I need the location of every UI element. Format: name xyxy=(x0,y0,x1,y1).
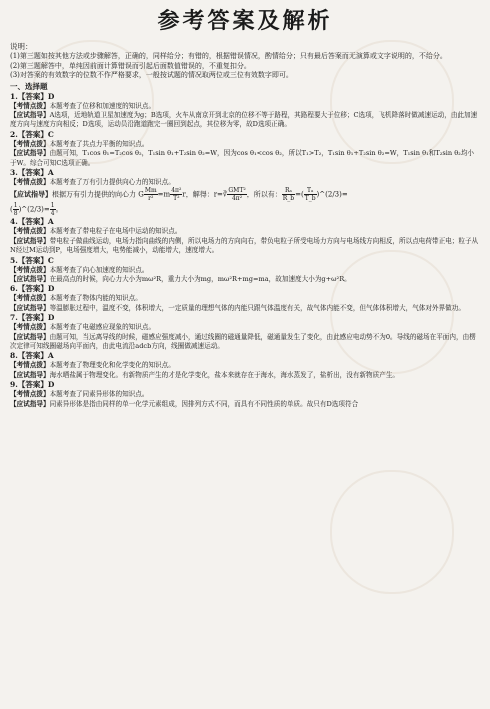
guide-text: 同素异形体是指由同样的单一化学元素组成，因排列方式不同，而具有不同性质的单质。故只有D选项符合 xyxy=(49,399,359,408)
answer-label: 【答案】 xyxy=(17,351,48,361)
guide-label: 【应试指导】 xyxy=(10,370,50,379)
point-label: 【考情点拨】 xyxy=(10,227,50,236)
answer-value: C xyxy=(47,129,54,139)
question-6 xyxy=(10,284,480,313)
fraction-numerator: 1 xyxy=(13,202,18,210)
fraction-denominator: T² xyxy=(173,195,180,203)
formula-text: ( xyxy=(10,205,13,214)
guide-text: A选项，近地轨道卫星加速度为g；B选项，火车从南京开到北京的位移不等于路程，其路程要大于位移；C选项，飞机降落时做减速运动，由此加速度方向与速度方向相反；D选项，运动员沿跑道跑完一圈回到起点，其位移为零，故D选项正确。 xyxy=(10,110,478,129)
formula-text: 。 xyxy=(55,205,63,214)
guide-label: 【应试指导】 xyxy=(10,399,50,408)
fraction-numerator: GMT² xyxy=(228,187,246,195)
question-number: 6. xyxy=(10,284,18,294)
point-label: 【考情点拨】 xyxy=(10,177,50,186)
question-7 xyxy=(10,313,480,351)
fraction xyxy=(227,187,246,202)
page-title: 参考答案及解析 xyxy=(157,8,333,34)
point-label: 【考情点拨】 xyxy=(10,265,50,274)
guide-label: 【应试指导】 xyxy=(10,274,50,283)
formula-text: )^(2/3)= xyxy=(18,205,50,214)
fraction-denominator: R_b xyxy=(282,195,295,203)
fraction-denominator: T_b xyxy=(304,195,316,203)
point-label: 【考情点拨】 xyxy=(10,361,50,370)
note-item: (1)第三题如按其他方法或步骤解答，正确的，同样给分；有错的，根据错误情况，酌情给分；只有最后答案而无演算或文字说明的，不给分。 xyxy=(10,52,447,60)
guide-label: 【应试指导】 xyxy=(10,332,50,341)
fraction-denominator: 8 xyxy=(13,210,18,218)
fraction-denominator: 4 xyxy=(50,210,55,218)
guide-text: 由题可知，T₁cos θ₁=T₂cos θ₂，T₁sin θ₁+T₂sin θ₂=W，因为cos θ₁<cos θ₂，所以T₁>T₂，T₁sin θ₁+T₂sin θ₂=W，T₁sin θ₁和T₂sin θ₂均小于W。综合可知C选项正确。 xyxy=(10,149,475,167)
guide-label: 【应试指导】 xyxy=(10,149,50,158)
section-heading: 一、选择题 xyxy=(10,81,48,91)
formula-text: =( xyxy=(295,190,304,199)
point-label: 【考情点拨】 xyxy=(10,101,50,110)
answer-value: A xyxy=(47,167,54,177)
answer-label: 【答案】 xyxy=(17,313,48,323)
question-2 xyxy=(10,130,480,168)
fraction xyxy=(282,187,295,202)
formula-text: 根据万有引力提供的向心力 G xyxy=(52,190,144,199)
point-text: 本题考查了电磁感应现象的知识点。 xyxy=(49,323,156,332)
formula-text: ，所以有： xyxy=(246,190,282,199)
answer-label: 【答案】 xyxy=(17,129,48,139)
question-number: 8. xyxy=(10,351,18,361)
answer-label: 【答案】 xyxy=(17,217,48,227)
question-9 xyxy=(10,380,480,409)
answer-value: D xyxy=(47,380,55,390)
fraction-numerator: 4π² xyxy=(171,187,182,195)
fraction xyxy=(304,187,317,202)
point-text: 本题考查了共点力平衡的知识点。 xyxy=(49,139,149,148)
answer-value: D xyxy=(47,284,55,294)
question-8 xyxy=(10,351,480,380)
note-item: (3)对答案的有效数字的位数不作严格要求，一般按试题的情况取两位或三位有效数字即可。 xyxy=(10,71,293,79)
guide-text: 海水晒盐属于物理变化。有新物质产生的才是化学变化，盐本来就存在于海水，海水蒸发了，盐析出，没有新物质产生。 xyxy=(49,370,400,379)
guide-text: 在最高点的时候，向心力大小为mω²R，重力大小为mg，mω²R+mg=ma，故加速度大小为g+ω²R。 xyxy=(49,274,351,283)
point-label: 【考情点拨】 xyxy=(10,390,50,399)
answer-value: D xyxy=(47,313,55,323)
guide-text: 等温膨胀过程中，温度不变，体积增大，一定质量的理想气体的内能只跟气体温度有关，故气体内能不变，但气体体积增大，气体对外界做功。 xyxy=(49,303,465,312)
answer-label: 【答案】 xyxy=(17,91,48,101)
fraction-denominator: 4π² xyxy=(231,195,243,203)
fraction-denominator: r² xyxy=(148,195,154,203)
fraction-numerator: Tₐ xyxy=(304,187,317,195)
answer-label: 【答案】 xyxy=(17,255,48,265)
point-text: 本题考查了带电粒子在电场中运动的知识点。 xyxy=(49,227,182,236)
guide-label: 【应试指导】 xyxy=(10,303,50,312)
point-text: 本题考查了同素异形体的知识点。 xyxy=(49,390,149,399)
answer-value: D xyxy=(47,91,55,101)
formula-text: =m xyxy=(157,190,171,199)
point-label: 【考情点拨】 xyxy=(10,294,50,303)
fraction-numerator: Mm xyxy=(144,187,157,195)
watermark-circle xyxy=(330,470,454,594)
answer-value: C xyxy=(47,255,54,265)
question-5 xyxy=(10,256,480,285)
answer-label: 【答案】 xyxy=(17,284,48,294)
guide-label: 【应试指导】 xyxy=(10,236,50,245)
fraction xyxy=(144,187,158,202)
formula-line xyxy=(10,187,480,202)
point-text: 本题考查了向心加速度的知识点。 xyxy=(49,265,149,274)
point-label: 【考情点拨】 xyxy=(10,323,50,332)
notes-heading: 说明： xyxy=(10,42,33,51)
guide-text: 由题可知，当远离导线的时候，磁感应强度减小，通过线圈的磁通量降低，磁通量发生了变化，由此感应电动势不为0。导线的磁场在平面内，由楞次定律可知线圈磁场向平面内，由此电流沿adcb方向，线圈做减速运动。 xyxy=(10,332,476,350)
guide-label: 【应试指导】 xyxy=(10,110,50,119)
question-number: 9. xyxy=(10,380,18,390)
fraction xyxy=(170,187,182,202)
question-number: 1. xyxy=(10,91,18,101)
point-text: 本题考查了位移和加速度的知识点。 xyxy=(49,101,156,110)
answer-value: A xyxy=(47,351,54,361)
question-3 xyxy=(10,168,480,217)
answer-label: 【答案】 xyxy=(17,380,48,390)
question-number: 7. xyxy=(10,313,18,323)
fraction-numerator: Rₐ xyxy=(282,187,295,195)
point-text: 本题考查了物理变化和化学变化的知识点。 xyxy=(49,361,175,370)
note-item: (2)第三题解答中，单纯因前面计算错误而引起后面数值错误的，不重复扣分。 xyxy=(10,61,251,70)
point-text: 本题考查了物体内能的知识点。 xyxy=(49,294,142,303)
notes xyxy=(10,42,480,81)
guide-text: 带电粒子做曲线运动，电场力指向曲线的内侧，所以电场力的方向向右，带负电粒子所受电场力方向与电场线方向相反，所以点电荷带正电；粒子从N经过M运动到P，电场强度增大，电势能减小，动能增大，速度增大。 xyxy=(10,236,479,255)
point-label: 【考情点拨】 xyxy=(10,139,50,148)
question-number: 4. xyxy=(10,217,18,227)
answer-value: A xyxy=(47,217,54,227)
formula-line xyxy=(10,202,480,217)
formula-text: )^(2/3)= xyxy=(316,190,348,199)
question-number: 3. xyxy=(10,167,18,177)
guide-label: 【应试指导】 xyxy=(10,189,52,199)
formula-text: r，解得：r=∛ xyxy=(182,190,228,199)
fraction-numerator: 1 xyxy=(50,202,55,210)
question-number: 5. xyxy=(10,255,18,265)
point-text: 本题考查了万有引力提供向心力的知识点。 xyxy=(49,177,175,186)
answer-label: 【答案】 xyxy=(17,167,48,177)
question-number: 2. xyxy=(10,129,18,139)
question-1 xyxy=(10,92,480,130)
question-4 xyxy=(10,217,480,255)
